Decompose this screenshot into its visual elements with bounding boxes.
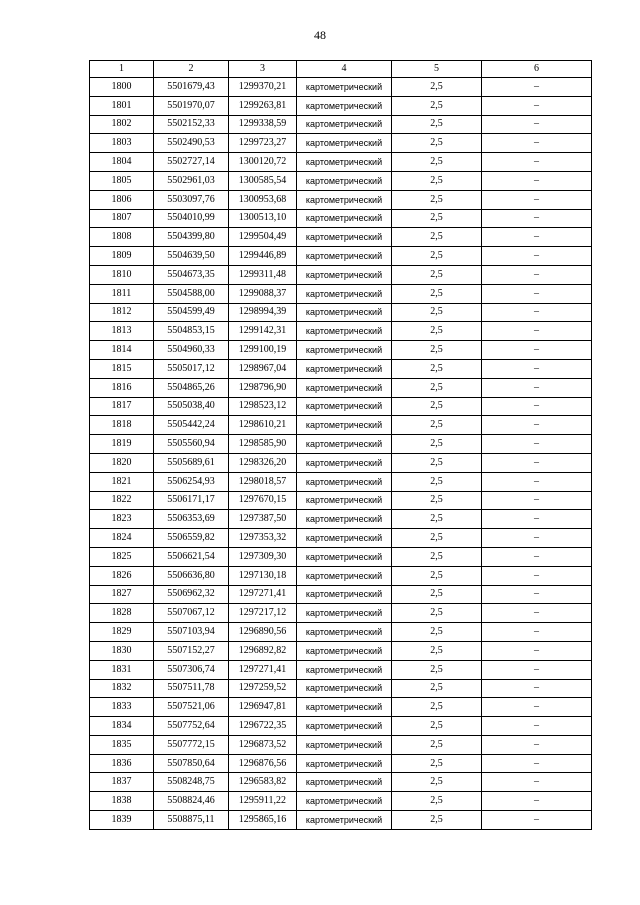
method-cell: картометрический bbox=[297, 529, 392, 548]
column-header: 2 bbox=[154, 61, 229, 78]
method-cell: картометрический bbox=[297, 378, 392, 397]
note-cell: – bbox=[482, 811, 592, 830]
x-coordinate-cell: 5501970,07 bbox=[154, 96, 229, 115]
note-cell: – bbox=[482, 792, 592, 811]
method-cell: картометрический bbox=[297, 416, 392, 435]
method-cell: картометрический bbox=[297, 435, 392, 454]
accuracy-cell: 2,5 bbox=[392, 735, 482, 754]
table-row bbox=[90, 190, 592, 209]
y-coordinate-cell: 1296947,81 bbox=[229, 698, 297, 717]
method-cell: картометрический bbox=[297, 247, 392, 266]
accuracy-cell: 2,5 bbox=[392, 378, 482, 397]
column-header: 3 bbox=[229, 61, 297, 78]
table-row bbox=[90, 115, 592, 134]
method-cell: картометрический bbox=[297, 341, 392, 360]
y-coordinate-cell: 1296583,82 bbox=[229, 773, 297, 792]
accuracy-cell: 2,5 bbox=[392, 604, 482, 623]
y-coordinate-cell: 1299142,31 bbox=[229, 322, 297, 341]
method-cell: картометрический bbox=[297, 115, 392, 134]
method-cell: картометрический bbox=[297, 265, 392, 284]
note-cell: – bbox=[482, 341, 592, 360]
note-cell: – bbox=[482, 171, 592, 190]
note-cell: – bbox=[482, 228, 592, 247]
method-cell: картометрический bbox=[297, 171, 392, 190]
note-cell: – bbox=[482, 303, 592, 322]
table-row bbox=[90, 792, 592, 811]
point-number-cell: 1825 bbox=[90, 547, 154, 566]
table-row bbox=[90, 585, 592, 604]
note-cell: – bbox=[482, 472, 592, 491]
note-cell: – bbox=[482, 529, 592, 548]
y-coordinate-cell: 1298585,90 bbox=[229, 435, 297, 454]
note-cell: – bbox=[482, 359, 592, 378]
y-coordinate-cell: 1297670,15 bbox=[229, 491, 297, 510]
y-coordinate-cell: 1297259,52 bbox=[229, 679, 297, 698]
table-row bbox=[90, 209, 592, 228]
point-number-cell: 1823 bbox=[90, 510, 154, 529]
point-number-cell: 1815 bbox=[90, 359, 154, 378]
note-cell: – bbox=[482, 190, 592, 209]
y-coordinate-cell: 1299370,21 bbox=[229, 78, 297, 97]
accuracy-cell: 2,5 bbox=[392, 566, 482, 585]
accuracy-cell: 2,5 bbox=[392, 228, 482, 247]
y-coordinate-cell: 1297309,30 bbox=[229, 547, 297, 566]
table-body bbox=[90, 78, 592, 830]
y-coordinate-cell: 1299504,49 bbox=[229, 228, 297, 247]
method-cell: картометрический bbox=[297, 491, 392, 510]
y-coordinate-cell: 1299100,19 bbox=[229, 341, 297, 360]
method-cell: картометрический bbox=[297, 717, 392, 736]
y-coordinate-cell: 1300120,72 bbox=[229, 153, 297, 172]
y-coordinate-cell: 1298796,90 bbox=[229, 378, 297, 397]
accuracy-cell: 2,5 bbox=[392, 472, 482, 491]
x-coordinate-cell: 5504599,49 bbox=[154, 303, 229, 322]
note-cell: – bbox=[482, 623, 592, 642]
point-number-cell: 1828 bbox=[90, 604, 154, 623]
accuracy-cell: 2,5 bbox=[392, 265, 482, 284]
table-row bbox=[90, 604, 592, 623]
note-cell: – bbox=[482, 78, 592, 97]
method-cell: картометрический bbox=[297, 585, 392, 604]
method-cell: картометрический bbox=[297, 773, 392, 792]
x-coordinate-cell: 5505560,94 bbox=[154, 435, 229, 454]
accuracy-cell: 2,5 bbox=[392, 529, 482, 548]
table-row bbox=[90, 717, 592, 736]
y-coordinate-cell: 1297353,32 bbox=[229, 529, 297, 548]
table-row bbox=[90, 228, 592, 247]
accuracy-cell: 2,5 bbox=[392, 773, 482, 792]
x-coordinate-cell: 5505017,12 bbox=[154, 359, 229, 378]
point-number-cell: 1834 bbox=[90, 717, 154, 736]
method-cell: картометрический bbox=[297, 792, 392, 811]
column-header: 4 bbox=[297, 61, 392, 78]
point-number-cell: 1808 bbox=[90, 228, 154, 247]
table-row bbox=[90, 660, 592, 679]
note-cell: – bbox=[482, 322, 592, 341]
point-number-cell: 1835 bbox=[90, 735, 154, 754]
table-row bbox=[90, 529, 592, 548]
note-cell: – bbox=[482, 660, 592, 679]
point-number-cell: 1802 bbox=[90, 115, 154, 134]
accuracy-cell: 2,5 bbox=[392, 209, 482, 228]
point-number-cell: 1817 bbox=[90, 397, 154, 416]
point-number-cell: 1821 bbox=[90, 472, 154, 491]
x-coordinate-cell: 5504399,80 bbox=[154, 228, 229, 247]
table-row bbox=[90, 641, 592, 660]
method-cell: картометрический bbox=[297, 322, 392, 341]
method-cell: картометрический bbox=[297, 453, 392, 472]
table-row bbox=[90, 453, 592, 472]
point-number-cell: 1805 bbox=[90, 171, 154, 190]
note-cell: – bbox=[482, 378, 592, 397]
method-cell: картометрический bbox=[297, 623, 392, 642]
accuracy-cell: 2,5 bbox=[392, 341, 482, 360]
accuracy-cell: 2,5 bbox=[392, 585, 482, 604]
accuracy-cell: 2,5 bbox=[392, 190, 482, 209]
note-cell: – bbox=[482, 679, 592, 698]
accuracy-cell: 2,5 bbox=[392, 247, 482, 266]
table-row bbox=[90, 811, 592, 830]
accuracy-cell: 2,5 bbox=[392, 171, 482, 190]
x-coordinate-cell: 5507850,64 bbox=[154, 754, 229, 773]
y-coordinate-cell: 1295911,22 bbox=[229, 792, 297, 811]
table-row bbox=[90, 623, 592, 642]
note-cell: – bbox=[482, 566, 592, 585]
x-coordinate-cell: 5502961,03 bbox=[154, 171, 229, 190]
y-coordinate-cell: 1296890,56 bbox=[229, 623, 297, 642]
x-coordinate-cell: 5505689,61 bbox=[154, 453, 229, 472]
y-coordinate-cell: 1299263,81 bbox=[229, 96, 297, 115]
table-row bbox=[90, 397, 592, 416]
point-number-cell: 1819 bbox=[90, 435, 154, 454]
y-coordinate-cell: 1299311,48 bbox=[229, 265, 297, 284]
x-coordinate-cell: 5502152,33 bbox=[154, 115, 229, 134]
method-cell: картометрический bbox=[297, 190, 392, 209]
table-row bbox=[90, 566, 592, 585]
x-coordinate-cell: 5508824,46 bbox=[154, 792, 229, 811]
x-coordinate-cell: 5504865,26 bbox=[154, 378, 229, 397]
point-number-cell: 1810 bbox=[90, 265, 154, 284]
x-coordinate-cell: 5508248,75 bbox=[154, 773, 229, 792]
coordinates-table bbox=[89, 60, 592, 830]
accuracy-cell: 2,5 bbox=[392, 397, 482, 416]
note-cell: – bbox=[482, 397, 592, 416]
x-coordinate-cell: 5504960,33 bbox=[154, 341, 229, 360]
note-cell: – bbox=[482, 491, 592, 510]
note-cell: – bbox=[482, 134, 592, 153]
point-number-cell: 1806 bbox=[90, 190, 154, 209]
accuracy-cell: 2,5 bbox=[392, 811, 482, 830]
note-cell: – bbox=[482, 547, 592, 566]
point-number-cell: 1839 bbox=[90, 811, 154, 830]
accuracy-cell: 2,5 bbox=[392, 641, 482, 660]
note-cell: – bbox=[482, 416, 592, 435]
accuracy-cell: 2,5 bbox=[392, 792, 482, 811]
table-row bbox=[90, 510, 592, 529]
y-coordinate-cell: 1300953,68 bbox=[229, 190, 297, 209]
note-cell: – bbox=[482, 247, 592, 266]
method-cell: картометрический bbox=[297, 96, 392, 115]
table-row bbox=[90, 698, 592, 717]
y-coordinate-cell: 1296722,35 bbox=[229, 717, 297, 736]
x-coordinate-cell: 5502727,14 bbox=[154, 153, 229, 172]
point-number-cell: 1814 bbox=[90, 341, 154, 360]
method-cell: картометрический bbox=[297, 566, 392, 585]
accuracy-cell: 2,5 bbox=[392, 153, 482, 172]
method-cell: картометрический bbox=[297, 472, 392, 491]
accuracy-cell: 2,5 bbox=[392, 660, 482, 679]
table-row bbox=[90, 754, 592, 773]
accuracy-cell: 2,5 bbox=[392, 754, 482, 773]
y-coordinate-cell: 1299723,27 bbox=[229, 134, 297, 153]
x-coordinate-cell: 5506353,69 bbox=[154, 510, 229, 529]
table-row bbox=[90, 773, 592, 792]
point-number-cell: 1838 bbox=[90, 792, 154, 811]
accuracy-cell: 2,5 bbox=[392, 510, 482, 529]
note-cell: – bbox=[482, 96, 592, 115]
table-row bbox=[90, 134, 592, 153]
point-number-cell: 1826 bbox=[90, 566, 154, 585]
table-row bbox=[90, 547, 592, 566]
note-cell: – bbox=[482, 115, 592, 134]
point-number-cell: 1827 bbox=[90, 585, 154, 604]
note-cell: – bbox=[482, 265, 592, 284]
table-row bbox=[90, 472, 592, 491]
y-coordinate-cell: 1298018,57 bbox=[229, 472, 297, 491]
note-cell: – bbox=[482, 717, 592, 736]
page-number: 48 bbox=[314, 28, 326, 42]
x-coordinate-cell: 5503097,76 bbox=[154, 190, 229, 209]
x-coordinate-cell: 5506171,17 bbox=[154, 491, 229, 510]
note-cell: – bbox=[482, 641, 592, 660]
note-cell: – bbox=[482, 698, 592, 717]
note-cell: – bbox=[482, 435, 592, 454]
table-row bbox=[90, 303, 592, 322]
point-number-cell: 1809 bbox=[90, 247, 154, 266]
point-number-cell: 1822 bbox=[90, 491, 154, 510]
note-cell: – bbox=[482, 510, 592, 529]
y-coordinate-cell: 1298326,20 bbox=[229, 453, 297, 472]
y-coordinate-cell: 1297387,50 bbox=[229, 510, 297, 529]
y-coordinate-cell: 1297130,18 bbox=[229, 566, 297, 585]
accuracy-cell: 2,5 bbox=[392, 134, 482, 153]
table-row bbox=[90, 359, 592, 378]
table-row bbox=[90, 679, 592, 698]
x-coordinate-cell: 5506962,32 bbox=[154, 585, 229, 604]
method-cell: картометрический bbox=[297, 811, 392, 830]
method-cell: картометрический bbox=[297, 284, 392, 303]
point-number-cell: 1800 bbox=[90, 78, 154, 97]
note-cell: – bbox=[482, 773, 592, 792]
accuracy-cell: 2,5 bbox=[392, 322, 482, 341]
column-header: 6 bbox=[482, 61, 592, 78]
method-cell: картометрический bbox=[297, 679, 392, 698]
point-number-cell: 1829 bbox=[90, 623, 154, 642]
y-coordinate-cell: 1300513,10 bbox=[229, 209, 297, 228]
accuracy-cell: 2,5 bbox=[392, 435, 482, 454]
accuracy-cell: 2,5 bbox=[392, 284, 482, 303]
table-row bbox=[90, 378, 592, 397]
accuracy-cell: 2,5 bbox=[392, 679, 482, 698]
y-coordinate-cell: 1295865,16 bbox=[229, 811, 297, 830]
column-header: 5 bbox=[392, 61, 482, 78]
table-row bbox=[90, 284, 592, 303]
x-coordinate-cell: 5502490,53 bbox=[154, 134, 229, 153]
accuracy-cell: 2,5 bbox=[392, 96, 482, 115]
point-number-cell: 1833 bbox=[90, 698, 154, 717]
point-number-cell: 1818 bbox=[90, 416, 154, 435]
point-number-cell: 1811 bbox=[90, 284, 154, 303]
point-number-cell: 1804 bbox=[90, 153, 154, 172]
point-number-cell: 1816 bbox=[90, 378, 154, 397]
note-cell: – bbox=[482, 453, 592, 472]
accuracy-cell: 2,5 bbox=[392, 698, 482, 717]
accuracy-cell: 2,5 bbox=[392, 623, 482, 642]
point-number-cell: 1807 bbox=[90, 209, 154, 228]
method-cell: картометрический bbox=[297, 209, 392, 228]
y-coordinate-cell: 1296876,56 bbox=[229, 754, 297, 773]
method-cell: картометрический bbox=[297, 754, 392, 773]
x-coordinate-cell: 5506636,80 bbox=[154, 566, 229, 585]
x-coordinate-cell: 5504010,99 bbox=[154, 209, 229, 228]
accuracy-cell: 2,5 bbox=[392, 115, 482, 134]
column-header: 1 bbox=[90, 61, 154, 78]
method-cell: картометрический bbox=[297, 397, 392, 416]
note-cell: – bbox=[482, 735, 592, 754]
x-coordinate-cell: 5507772,15 bbox=[154, 735, 229, 754]
y-coordinate-cell: 1300585,54 bbox=[229, 171, 297, 190]
point-number-cell: 1820 bbox=[90, 453, 154, 472]
table-row bbox=[90, 416, 592, 435]
y-coordinate-cell: 1296892,82 bbox=[229, 641, 297, 660]
point-number-cell: 1831 bbox=[90, 660, 154, 679]
table-row bbox=[90, 341, 592, 360]
x-coordinate-cell: 5501679,43 bbox=[154, 78, 229, 97]
y-coordinate-cell: 1299338,59 bbox=[229, 115, 297, 134]
accuracy-cell: 2,5 bbox=[392, 547, 482, 566]
method-cell: картометрический bbox=[297, 78, 392, 97]
table-row bbox=[90, 491, 592, 510]
method-cell: картометрический bbox=[297, 604, 392, 623]
x-coordinate-cell: 5504673,35 bbox=[154, 265, 229, 284]
accuracy-cell: 2,5 bbox=[392, 303, 482, 322]
table-row bbox=[90, 265, 592, 284]
point-number-cell: 1837 bbox=[90, 773, 154, 792]
method-cell: картометрический bbox=[297, 303, 392, 322]
note-cell: – bbox=[482, 585, 592, 604]
method-cell: картометрический bbox=[297, 510, 392, 529]
table-row bbox=[90, 171, 592, 190]
accuracy-cell: 2,5 bbox=[392, 416, 482, 435]
accuracy-cell: 2,5 bbox=[392, 717, 482, 736]
method-cell: картометрический bbox=[297, 153, 392, 172]
x-coordinate-cell: 5507306,74 bbox=[154, 660, 229, 679]
x-coordinate-cell: 5507103,94 bbox=[154, 623, 229, 642]
table-row bbox=[90, 322, 592, 341]
x-coordinate-cell: 5507152,27 bbox=[154, 641, 229, 660]
table-row bbox=[90, 435, 592, 454]
table-row bbox=[90, 247, 592, 266]
table-header-row bbox=[90, 61, 592, 78]
x-coordinate-cell: 5504588,00 bbox=[154, 284, 229, 303]
method-cell: картометрический bbox=[297, 660, 392, 679]
note-cell: – bbox=[482, 153, 592, 172]
x-coordinate-cell: 5504853,15 bbox=[154, 322, 229, 341]
note-cell: – bbox=[482, 754, 592, 773]
point-number-cell: 1803 bbox=[90, 134, 154, 153]
x-coordinate-cell: 5506559,82 bbox=[154, 529, 229, 548]
x-coordinate-cell: 5504639,50 bbox=[154, 247, 229, 266]
y-coordinate-cell: 1297217,12 bbox=[229, 604, 297, 623]
method-cell: картометрический bbox=[297, 547, 392, 566]
point-number-cell: 1824 bbox=[90, 529, 154, 548]
method-cell: картометрический bbox=[297, 359, 392, 378]
point-number-cell: 1836 bbox=[90, 754, 154, 773]
point-number-cell: 1832 bbox=[90, 679, 154, 698]
x-coordinate-cell: 5507067,12 bbox=[154, 604, 229, 623]
x-coordinate-cell: 5505442,24 bbox=[154, 416, 229, 435]
x-coordinate-cell: 5506254,93 bbox=[154, 472, 229, 491]
note-cell: – bbox=[482, 604, 592, 623]
point-number-cell: 1812 bbox=[90, 303, 154, 322]
point-number-cell: 1830 bbox=[90, 641, 154, 660]
method-cell: картометрический bbox=[297, 134, 392, 153]
accuracy-cell: 2,5 bbox=[392, 453, 482, 472]
table-row bbox=[90, 78, 592, 97]
method-cell: картометрический bbox=[297, 641, 392, 660]
x-coordinate-cell: 5507511,78 bbox=[154, 679, 229, 698]
y-coordinate-cell: 1298523,12 bbox=[229, 397, 297, 416]
y-coordinate-cell: 1299088,37 bbox=[229, 284, 297, 303]
y-coordinate-cell: 1298967,04 bbox=[229, 359, 297, 378]
x-coordinate-cell: 5507521,06 bbox=[154, 698, 229, 717]
point-number-cell: 1801 bbox=[90, 96, 154, 115]
table-row bbox=[90, 153, 592, 172]
y-coordinate-cell: 1298994,39 bbox=[229, 303, 297, 322]
accuracy-cell: 2,5 bbox=[392, 78, 482, 97]
method-cell: картометрический bbox=[297, 698, 392, 717]
y-coordinate-cell: 1297271,41 bbox=[229, 660, 297, 679]
y-coordinate-cell: 1297271,41 bbox=[229, 585, 297, 604]
y-coordinate-cell: 1299446,89 bbox=[229, 247, 297, 266]
point-number-cell: 1813 bbox=[90, 322, 154, 341]
x-coordinate-cell: 5505038,40 bbox=[154, 397, 229, 416]
note-cell: – bbox=[482, 284, 592, 303]
table-row bbox=[90, 735, 592, 754]
x-coordinate-cell: 5506621,54 bbox=[154, 547, 229, 566]
x-coordinate-cell: 5508875,11 bbox=[154, 811, 229, 830]
method-cell: картометрический bbox=[297, 735, 392, 754]
table-row bbox=[90, 96, 592, 115]
note-cell: – bbox=[482, 209, 592, 228]
accuracy-cell: 2,5 bbox=[392, 359, 482, 378]
x-coordinate-cell: 5507752,64 bbox=[154, 717, 229, 736]
method-cell: картометрический bbox=[297, 228, 392, 247]
accuracy-cell: 2,5 bbox=[392, 491, 482, 510]
y-coordinate-cell: 1298610,21 bbox=[229, 416, 297, 435]
y-coordinate-cell: 1296873,52 bbox=[229, 735, 297, 754]
